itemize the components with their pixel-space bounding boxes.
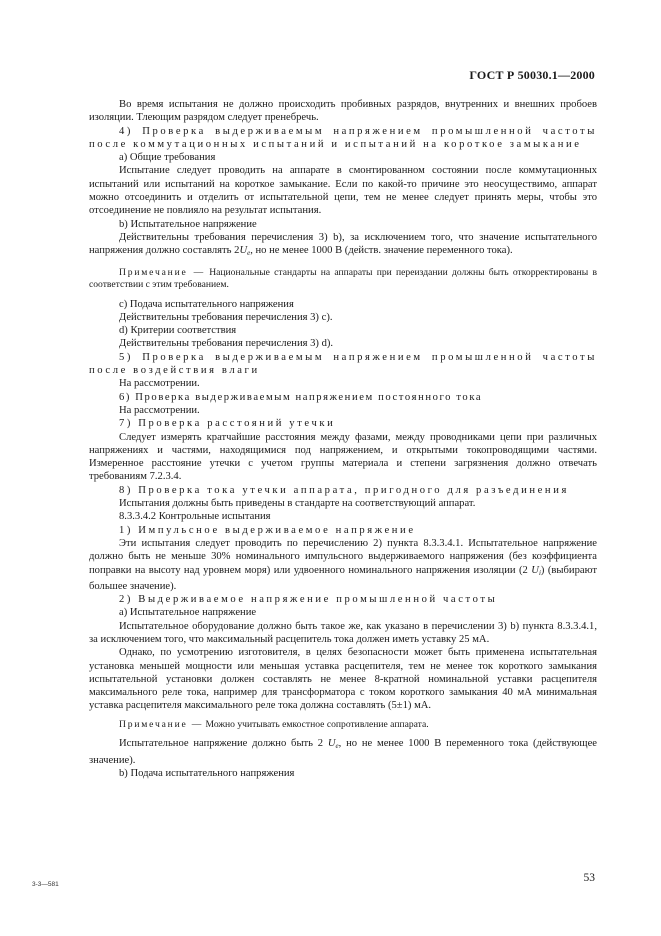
paragraph-with-formula: Эти испытания следует проводить по перечислению 2) пункта 8.3.3.4.1. Испытательное напряжение должно быть не меньше 30% номинального импульсного выдерживаемого напряжения (без коэффициента поправки на высоту над уровнем моря) или удвоенного номинального напряжения изоляции (2 $U_i$) (выбирают большее значение). [89, 537, 597, 592]
paragraph: На рассмотрении. [119, 404, 200, 416]
print-code: 3-3—581 [32, 881, 59, 888]
subheading: с) Подача испытательного напряжения [119, 298, 294, 310]
voltage-symbol: U [531, 564, 539, 576]
voltage-symbol: U [239, 245, 248, 257]
section-heading: 1) Импульсное выдерживаемое напряжение [119, 524, 416, 536]
page-number: 53 [583, 872, 595, 884]
section-heading: 7) Проверка расстояний утечки [119, 418, 336, 430]
voltage-subscript: e [247, 249, 251, 258]
paragraph: Испытание следует проводить на аппарате в смонтированном состоянии после коммутационных испытаний или испытаний на короткое замыкание. Если по какой-то причине это неосуществимо, аппарат можно отсоединить и отделить от испытательной цепи, тем не менее следует принять меры, чтобы это отсоединение не повлияло на результат испытания. [89, 165, 597, 217]
note-text: Можно учитывать емкостное сопротивление аппарата. [203, 718, 429, 730]
section-heading: 8) Проверка тока утечки аппарата, пригодного для разъединения [119, 484, 569, 496]
section-heading: 2) Выдерживаемое напряжение промышленной частоты [119, 594, 498, 606]
paragraph: На рассмотрении. [119, 378, 200, 390]
subheading: а) Испытательное напряжение [119, 607, 257, 619]
note [89, 719, 597, 732]
subheading: а) Общие требования [119, 152, 216, 164]
note-label: Примечание — [119, 266, 205, 278]
paragraph: Испытательное оборудование должно быть такое же, как указано в перечислении 3) b) пункта 8.3.3.4.1, за исключением того, что максимальный расцепитель тока должен иметь уставку 25 мА. [89, 620, 597, 645]
note-label: Примечание — [119, 718, 204, 730]
document-id-header: ГОСТ Р 50030.1—2000 [469, 68, 595, 82]
document-body [89, 98, 597, 780]
section-heading: 6) Проверка выдерживаемым напряжением постоянного тока [119, 391, 483, 403]
voltage-subscript: i [538, 568, 541, 577]
voltage-symbol: U [327, 738, 336, 750]
paragraph-with-formula: Действительны требования перечисления 3) b), за исключением того, что значение испытательного напряжения должно составлять $2U_e$, но не менее 1000 В (действ. значение переменного тока). [89, 231, 597, 258]
subheading: d) Критерии соответствия [119, 325, 237, 337]
paragraph: Во время испытания не должно происходить пробивных разрядов, внутренних и внешних пробоев изоляции. Тлеющим разрядом следует пренебречь. [89, 99, 597, 124]
section-heading: 5) Проверка выдерживаемым напряжением промышленной частоты после воздействия влаги [89, 351, 597, 377]
clause-heading: 8.3.3.4.2 Контрольные испытания [119, 511, 271, 523]
voltage-subscript: e [335, 742, 339, 751]
note [89, 267, 597, 292]
subheading: b) Подача испытательного напряжения [119, 767, 295, 779]
section-heading: 4) Проверка выдерживаемым напряжением промышленной частоты после коммутационных испытаний и испытаний на короткое замыкание [89, 125, 597, 150]
paragraph: Однако, по усмотрению изготовителя, в целях безопасности может быть применена испытательная установка меньшей мощности или меньшая уставка расцепителя, тем не менее ток короткого замыкания испытательной установки должен составлять не менее 8-кратной номинальной уставки расцепителя максимального реле тока, например для трансформатора с током короткого замыкания 40 мА минимальная уставка расцепителя максимального реле тока должна составлять (5±1) мА. [89, 647, 597, 712]
paragraph: Следует измерять кратчайшие расстояния между фазами, между проводниками цепи при различных напряжениях и частями, находящимися под напряжением, и открытыми токопроводящими частями. Измеренное расстояние утечки с учетом группы материала и степени загрязнения должно отвечать требованиям 7.2.3.4. [89, 431, 597, 483]
paragraph: Действительны требования перечисления 3) d). [119, 338, 334, 350]
paragraph: Действительны требования перечисления 3) с). [119, 311, 333, 323]
paragraph-with-formula: Испытательное напряжение должно быть 2 $U_e$, но не менее 1000 В переменного тока (действующее значение). [89, 738, 597, 766]
subheading: b) Испытательное напряжение [119, 218, 257, 230]
paragraph: Испытания должны быть приведены в стандарте на соответствующий аппарат. [119, 498, 476, 510]
note-text: Национальные стандарты на аппараты при переиздании должны быть откорректированы в соответствии с этим требованием. [89, 266, 597, 291]
